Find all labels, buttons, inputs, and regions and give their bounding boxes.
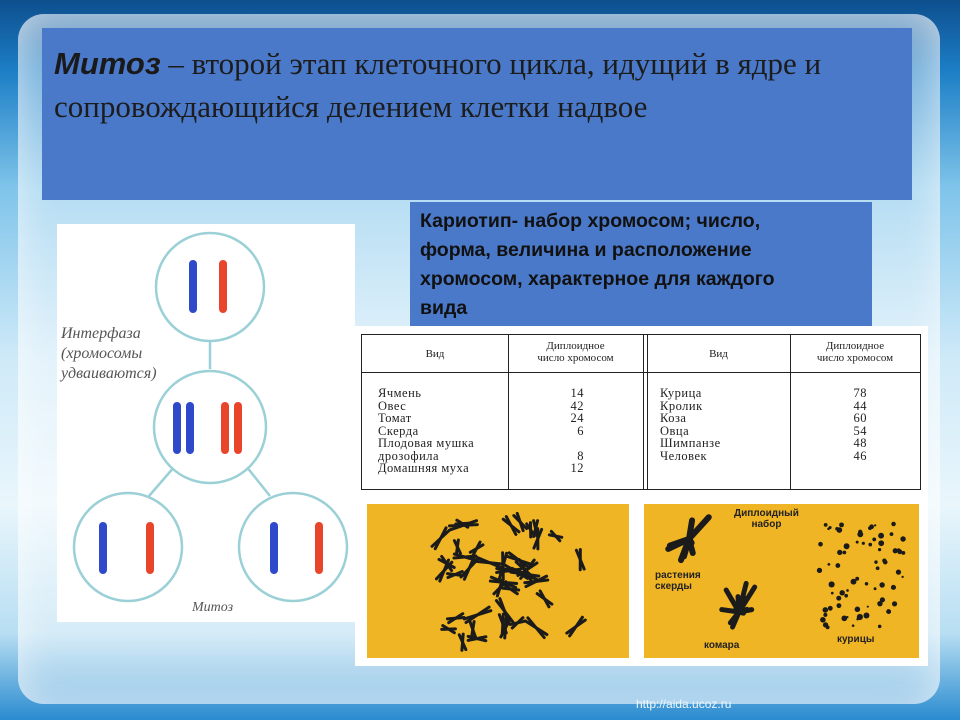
chicken-chromosome-dot: [878, 533, 884, 539]
chicken-chromosome-dot: [856, 618, 858, 620]
chicken-chromosome-dot: [856, 541, 859, 544]
chicken-chromosome-dot: [867, 606, 869, 608]
diploid-set-label: Диплоидный набор: [734, 508, 799, 530]
species-cell: Шимпанзе: [660, 436, 721, 450]
chicken-chromosome-dot: [823, 613, 827, 617]
chicken-chromosome-dot: [862, 542, 865, 545]
chromosome-mark: [470, 542, 483, 555]
chicken-label: курицы: [837, 634, 875, 645]
chromosome-mark: [454, 554, 476, 560]
chromosome-mark: [468, 636, 486, 640]
chicken-chromosome-dot: [874, 524, 876, 526]
diploid-sets-photo: [644, 504, 919, 658]
karyotype-line: вида: [420, 297, 468, 319]
species-list-right: [660, 387, 780, 462]
mitosis-diagram-svg: [57, 224, 355, 622]
chicken-chromosome-dot: [874, 560, 877, 563]
chicken-chromosome-dot: [900, 536, 905, 541]
count-cell: [512, 437, 584, 450]
chicken-chromosome-dot: [874, 587, 877, 590]
definition-panel: [42, 28, 912, 200]
chicken-chromosome-dot: [829, 581, 835, 587]
chicken-chromosome-dot: [824, 523, 828, 527]
chromosome-mark: [432, 528, 449, 549]
species-cell: Овца: [660, 423, 690, 438]
species-cell: Курица: [660, 386, 702, 400]
chromosome-mark: [567, 617, 585, 636]
chicken-chromosome-dot: [892, 601, 897, 606]
chromosome-mark: [549, 531, 561, 540]
chicken-chromosome-dot: [836, 603, 841, 608]
chromosome-mark: [447, 614, 464, 623]
chicken-chromosome-dot: [827, 563, 830, 566]
chromosome-mark: [442, 626, 456, 633]
chicken-chromosome-dot: [835, 563, 840, 568]
chicken-chromosome-dot: [855, 607, 861, 613]
count-cell: 78: [853, 386, 867, 400]
table-header-species: Вид: [709, 348, 728, 360]
daughter-cell-left: [74, 493, 182, 601]
watermark: http://aida.ucoz.ru: [636, 697, 732, 711]
interphase-label: Интерфаза (хромосомы удваиваются): [61, 325, 157, 382]
species-cell: Овес: [378, 398, 407, 413]
daughter-cell-right: [239, 493, 347, 601]
count-cell: 14: [570, 386, 584, 400]
chicken-chromosome-dot: [826, 625, 830, 629]
count-cell: 12: [570, 461, 584, 475]
species-cell: дрозофила: [378, 448, 440, 463]
chicken-chromosome-dot: [872, 538, 876, 542]
plant-label: растения скерды: [655, 570, 701, 592]
chicken-chromosome-dot: [835, 527, 839, 531]
karyotype-line: форма, величина и расположение: [420, 239, 752, 261]
chromosome-mark: [454, 540, 460, 554]
chicken-chromosome-dot: [844, 543, 850, 549]
chicken-chromosome-dot: [878, 625, 882, 629]
chicken-chromosome-dot: [831, 592, 834, 595]
table-header-species: Вид: [425, 348, 445, 360]
chromosome-mark: [464, 607, 491, 622]
chicken-chromosome-dot: [878, 548, 881, 551]
chicken-chromosome-dot: [897, 548, 901, 552]
term-mitosis: Митоз: [54, 46, 161, 81]
chromosome-mark: [470, 621, 475, 637]
chicken-chromosome-dot: [891, 522, 896, 527]
count-cell: 8: [577, 448, 584, 463]
karyotype-line: хромосом, характерное для каждого: [420, 268, 775, 290]
chicken-chromosome-dot: [901, 551, 905, 555]
chicken-chromosome-dot: [901, 576, 903, 578]
chicken-chromosome-dot: [843, 551, 847, 555]
cell-interphase: [156, 233, 264, 341]
chicken-chromosome-dot: [837, 550, 842, 555]
chicken-chromosome-dot: [817, 568, 822, 573]
karyotype-panel: [410, 202, 872, 328]
chromosome-mark: [537, 591, 552, 607]
definition-text: – второй этап клеточного цикла, идущий в ядре и сопровождающийся делением клетки надвое: [54, 46, 822, 124]
chromosome-table: [361, 334, 921, 490]
count-cell: 42: [570, 398, 584, 413]
chicken-chromosome-dot: [855, 577, 859, 581]
chicken-chromosome-dot: [829, 526, 832, 529]
chicken-chromosome-dot: [863, 612, 869, 618]
count-cell: 46: [853, 448, 867, 463]
chicken-chromosome-dot: [868, 543, 872, 547]
chicken-chromosome-dot: [828, 606, 833, 611]
chicken-chromosome-dot: [844, 594, 848, 598]
metaphase-photo: [367, 504, 629, 658]
chromosome-mark: [459, 634, 466, 650]
mitosis-label: Митоз: [192, 600, 234, 615]
chicken-chromosome-dot: [869, 524, 874, 529]
karyotype-line: Кариотип- набор хромосом; число,: [420, 210, 761, 232]
species-cell: Томат: [378, 411, 412, 425]
cell-duplicated: [154, 371, 266, 483]
chicken-chromosome-dot: [818, 542, 823, 547]
chromosome-mark: [576, 549, 584, 569]
chicken-chromosome-dot: [878, 540, 884, 546]
species-cell: Скерда: [378, 423, 419, 438]
count-cell: 24: [570, 411, 584, 425]
chicken-chromosome-dot: [879, 582, 884, 587]
species-list-left: [378, 387, 508, 475]
chicken-chromosome-dot: [841, 615, 847, 621]
chicken-chromosome-dot: [891, 585, 896, 590]
species-cell: Кролик: [660, 398, 703, 413]
chicken-chromosome-dot: [820, 617, 826, 623]
chromosome-mark: [525, 618, 547, 638]
chromosome-spread: [367, 504, 629, 658]
species-cell: Домашняя муха: [378, 461, 470, 475]
species-cell: Коза: [660, 411, 687, 425]
chicken-chromosome-dot: [890, 532, 894, 536]
counts-list-left: [512, 387, 584, 475]
chicken-chromosome-dot: [896, 569, 901, 574]
chicken-chromosome-dot: [839, 522, 844, 527]
mitosis-diagram: [57, 224, 355, 622]
chicken-chromosome-dot: [880, 597, 885, 602]
count-cell: 54: [853, 423, 867, 438]
species-cell: Плодовая мушка: [378, 436, 475, 450]
chicken-chromosome-dot: [846, 589, 849, 592]
counts-list-right: [792, 387, 867, 462]
species-cell: Человек: [660, 448, 708, 463]
count-cell: 44: [853, 398, 867, 413]
count-cell: 60: [853, 411, 867, 425]
mosquito-label: комара: [704, 640, 740, 651]
plant-chromosomes: [668, 517, 709, 560]
karyotype-figure: [355, 326, 928, 666]
table-header-diploid: Диплоидное число хромосом: [816, 340, 894, 364]
chicken-chromosome-dot: [876, 566, 880, 570]
table-header-diploid: Диплоидное число хромосом: [537, 340, 614, 364]
count-cell: 48: [853, 436, 867, 450]
chicken-chromosome-dot: [857, 531, 863, 537]
chicken-chromosome-dot: [886, 609, 891, 614]
chicken-chromosome-dot: [882, 558, 886, 562]
chicken-chromosome-dot: [865, 582, 869, 586]
species-cell: Ячмень: [378, 386, 422, 400]
chicken-chromosome-dot: [836, 596, 841, 601]
chicken-chromosome-dot: [852, 624, 855, 627]
chicken-chromosome-dot: [823, 607, 829, 613]
count-cell: 6: [577, 423, 584, 438]
chicken-chromosome-dot: [839, 590, 844, 595]
chromosome-mark: [476, 557, 503, 568]
mosquito-chromosomes: [722, 583, 755, 627]
